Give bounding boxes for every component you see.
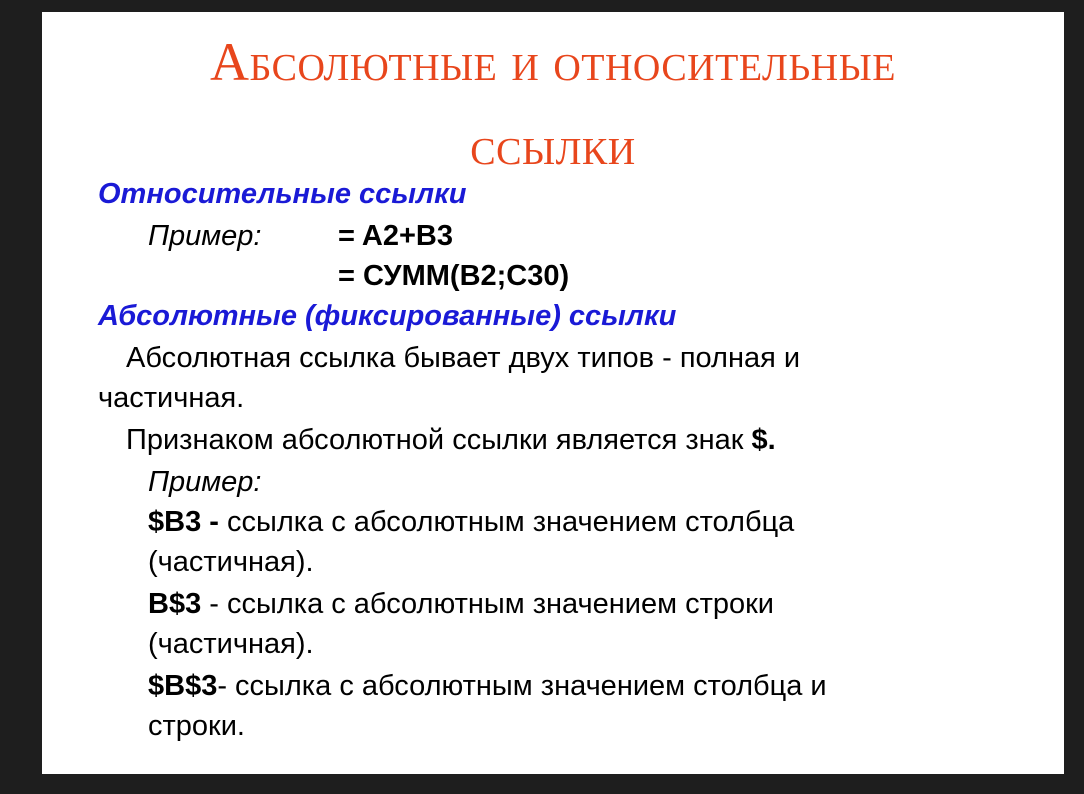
relative-example-label: Пример:	[148, 220, 262, 252]
example-item-1-text: ссылка с абсолютным значением столбца	[218, 506, 795, 538]
absolute-desc-line1: Абсолютная ссылка бывает двух типов - полная и	[126, 342, 801, 374]
example-item-1-line1	[148, 504, 794, 540]
absolute-refs-heading: Абсолютные (фиксированные) ссылки	[98, 300, 677, 332]
example-item-1-ref: $B3 -	[148, 506, 219, 538]
example-item-2-ref: B$3	[148, 588, 202, 620]
relative-formula-2: = СУММ(B2;C30)	[338, 260, 570, 292]
example-item-1-line2: (частичная).	[148, 546, 314, 578]
slide-title-line2: ссылки	[470, 116, 636, 176]
absolute-example-label: Пример:	[148, 466, 262, 498]
absolute-sign-line	[126, 422, 776, 458]
relative-formula-1: = A2+B3	[338, 220, 453, 252]
example-item-2-line1	[148, 586, 774, 622]
absolute-desc-line2: частичная.	[98, 382, 245, 414]
dollar-sign-symbol: $.	[751, 424, 776, 456]
example-item-2-text: - ссылка с абсолютным значением строки	[201, 588, 775, 620]
example-item-3-text: - ссылка с абсолютным значением столбца и	[217, 670, 827, 702]
absolute-sign-text: Признаком абсолютной ссылки является знак	[126, 424, 752, 456]
example-item-3-line2: строки.	[148, 710, 245, 742]
example-item-2-line2: (частичная).	[148, 628, 314, 660]
relative-refs-heading: Относительные ссылки	[98, 178, 467, 210]
example-item-3-ref: $B$3	[148, 670, 218, 702]
slide	[42, 12, 1064, 774]
slide-title-line1: Абсолютные и относительные	[210, 32, 896, 92]
example-item-3-line1	[148, 668, 827, 704]
